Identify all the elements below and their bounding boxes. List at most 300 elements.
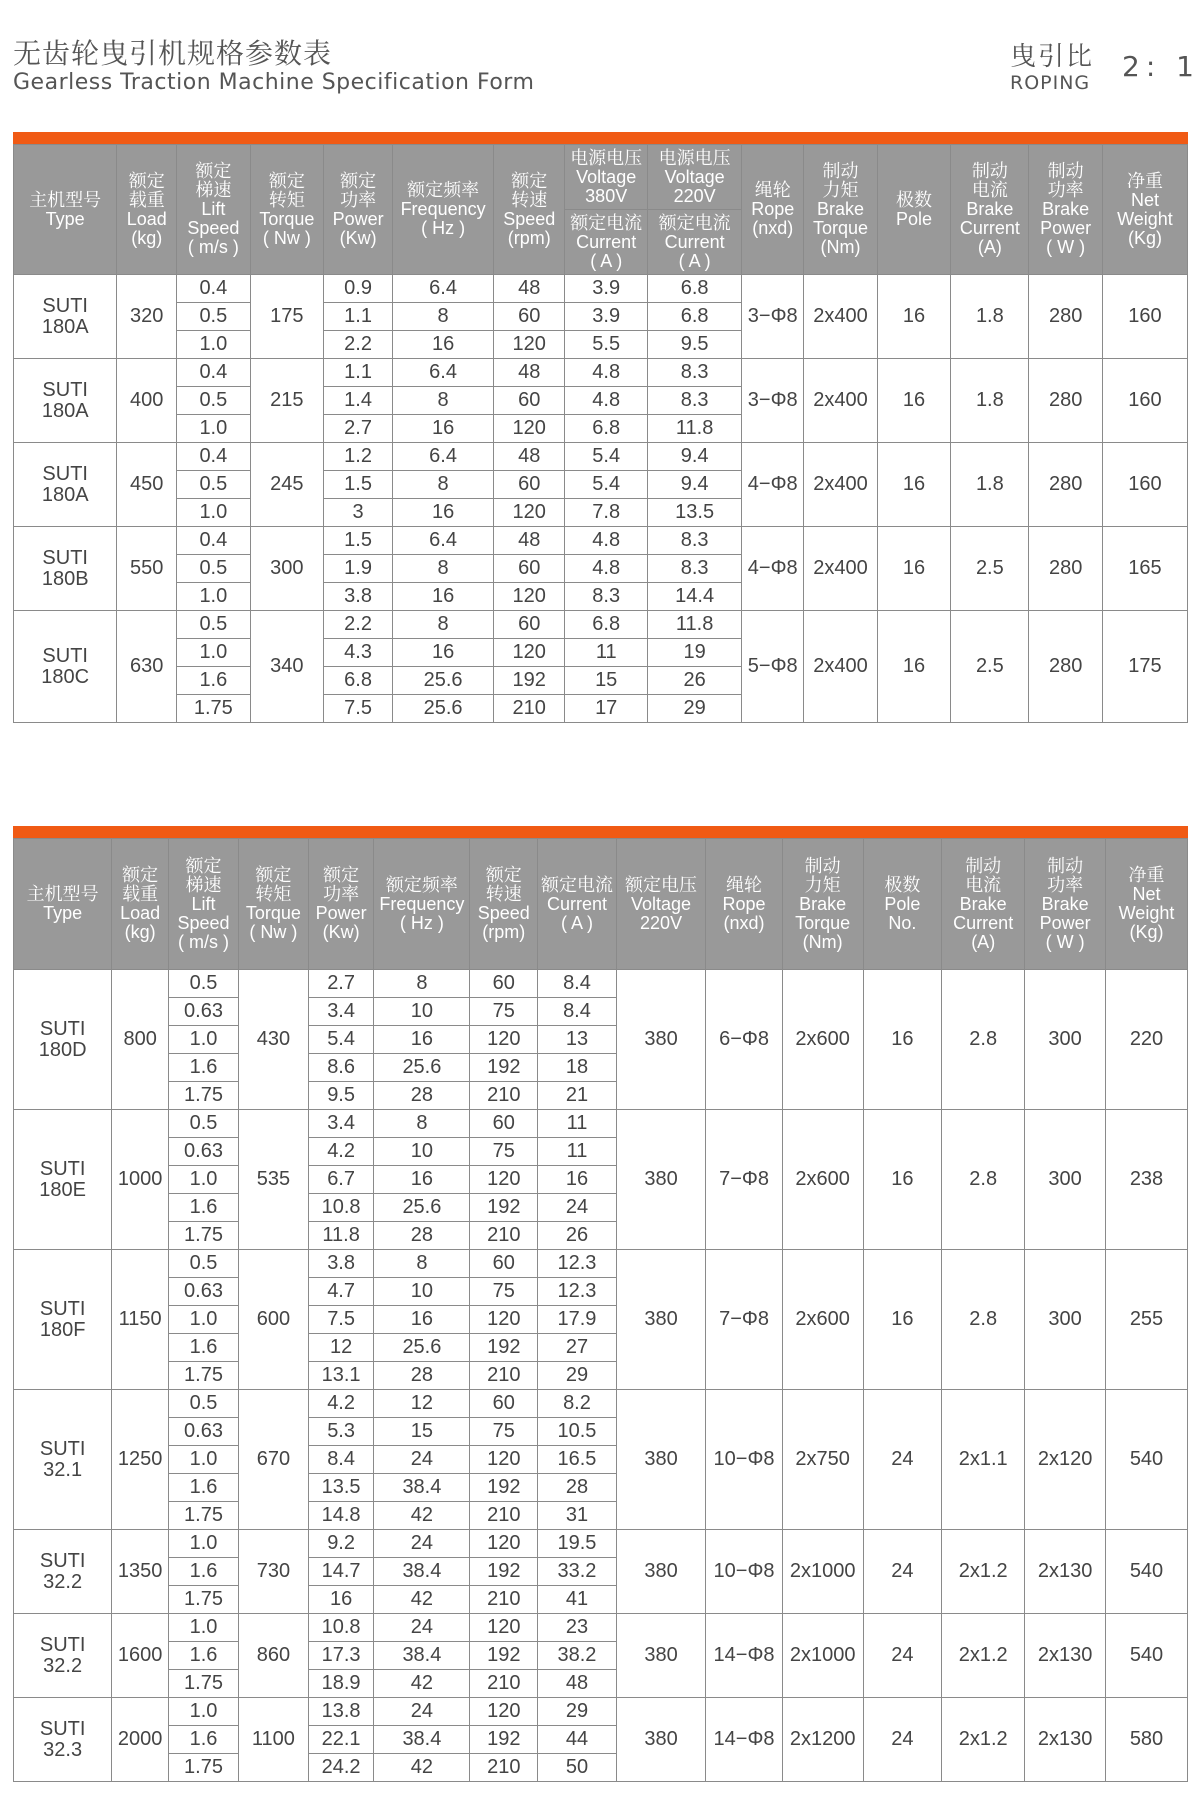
cell-speed: 1.0 (169, 1306, 239, 1334)
cell-rpm: 210 (470, 1754, 538, 1782)
cell-rpm: 192 (494, 667, 565, 695)
cell-power: 4.2 (308, 1390, 374, 1418)
cell-freq: 6.4 (393, 527, 494, 555)
cell-power: 5.4 (308, 1026, 374, 1054)
cell-power: 7.5 (324, 695, 393, 723)
cell-power: 4.7 (308, 1278, 374, 1306)
cell-rpm: 120 (470, 1530, 538, 1558)
cell-current: 16.5 (538, 1446, 617, 1474)
cell-load: 450 (117, 443, 177, 527)
cell-speed: 0.5 (177, 611, 251, 639)
cell-pole: 16 (877, 359, 951, 443)
cell-i220: 8.3 (648, 527, 742, 555)
cell-i380: 6.8 (565, 415, 648, 443)
cell-brake-torque: 2x1000 (782, 1530, 863, 1614)
cell-model: SUTI 180A (14, 275, 117, 359)
cell-speed: 0.5 (169, 1250, 239, 1278)
cell-i220: 8.3 (648, 555, 742, 583)
cell-brake-torque: 2x1200 (782, 1698, 863, 1782)
cell-rope: 5−Φ8 (742, 611, 804, 723)
cell-rope: 4−Φ8 (742, 527, 804, 611)
cell-freq: 25.6 (374, 1054, 470, 1082)
cell-speed: 1.0 (177, 499, 251, 527)
cell-weight: 160 (1102, 443, 1187, 527)
cell-speed: 1.0 (169, 1530, 239, 1558)
page-title-en: Gearless Traction Machine Specification Form (13, 70, 535, 95)
cell-load: 550 (117, 527, 177, 611)
cell-freq: 38.4 (374, 1642, 470, 1670)
cell-brake-current: 2.8 (942, 1250, 1025, 1390)
cell-brake-power: 2x130 (1025, 1698, 1106, 1782)
spec-table-2-body (14, 970, 1188, 1782)
header-brake-power: 制动 功率 Brake Power ( W ) (1029, 145, 1103, 275)
cell-freq: 42 (374, 1754, 470, 1782)
cell-freq: 8 (393, 471, 494, 499)
cell-rpm: 192 (470, 1726, 538, 1754)
cell-current: 23 (538, 1614, 617, 1642)
cell-power: 3.4 (308, 998, 374, 1026)
cell-current: 8.4 (538, 998, 617, 1026)
cell-speed: 0.5 (177, 555, 251, 583)
cell-rope: 6−Φ8 (706, 970, 782, 1110)
cell-rpm: 60 (494, 611, 565, 639)
header-current: 额定电流 Current ( A ) (538, 839, 617, 970)
cell-pole: 24 (863, 1390, 942, 1530)
cell-freq: 10 (374, 1138, 470, 1166)
cell-rpm: 120 (470, 1306, 538, 1334)
cell-brake-current: 1.8 (951, 359, 1029, 443)
cell-torque: 175 (250, 275, 324, 359)
header-rope: 绳轮 Rope (nxd) (706, 839, 782, 970)
cell-current: 8.2 (538, 1390, 617, 1418)
header-speed: 额定 梯速 Lift Speed ( m/s ) (169, 839, 239, 970)
cell-freq: 38.4 (374, 1558, 470, 1586)
cell-i380: 3.9 (565, 303, 648, 331)
cell-brake-power: 280 (1029, 359, 1103, 443)
cell-power: 2.7 (324, 415, 393, 443)
cell-current: 17.9 (538, 1306, 617, 1334)
cell-current: 12.3 (538, 1278, 617, 1306)
cell-i220: 26 (648, 667, 742, 695)
header-load: 额定 载重 Load (kg) (117, 145, 177, 275)
header-voltage-220: 电源电压 Voltage 220V (648, 145, 742, 210)
cell-torque: 300 (250, 527, 324, 611)
cell-rpm: 210 (470, 1586, 538, 1614)
cell-speed: 1.6 (169, 1054, 239, 1082)
cell-i220: 19 (648, 639, 742, 667)
cell-power: 4.2 (308, 1138, 374, 1166)
cell-weight: 160 (1102, 275, 1187, 359)
cell-speed: 1.75 (169, 1362, 239, 1390)
cell-torque: 245 (250, 443, 324, 527)
cell-freq: 16 (393, 639, 494, 667)
cell-weight: 165 (1102, 527, 1187, 611)
cell-rpm: 60 (494, 387, 565, 415)
header-rpm: 额定 转速 Speed (rpm) (494, 145, 565, 275)
cell-i380: 17 (565, 695, 648, 723)
cell-brake-power: 300 (1025, 1110, 1106, 1250)
cell-weight: 540 (1106, 1530, 1188, 1614)
cell-pole: 24 (863, 1614, 942, 1698)
cell-freq: 16 (374, 1306, 470, 1334)
cell-torque: 215 (250, 359, 324, 443)
cell-current: 24 (538, 1194, 617, 1222)
header-speed: 额定 梯速 Lift Speed ( m/s ) (177, 145, 251, 275)
cell-rope: 3−Φ8 (742, 359, 804, 443)
cell-rpm: 48 (494, 275, 565, 303)
header-frequency: 额定频率 Frequency ( Hz ) (393, 145, 494, 275)
cell-brake-current: 2x1.2 (942, 1698, 1025, 1782)
cell-speed: 0.5 (169, 1110, 239, 1138)
cell-rpm: 120 (494, 583, 565, 611)
cell-freq: 16 (393, 415, 494, 443)
cell-brake-torque: 2x400 (804, 443, 878, 527)
cell-model: SUTI 180A (14, 443, 117, 527)
cell-speed: 1.6 (177, 667, 251, 695)
cell-i220: 6.8 (648, 303, 742, 331)
cell-freq: 24 (374, 1530, 470, 1558)
cell-current: 29 (538, 1698, 617, 1726)
cell-power: 13.1 (308, 1362, 374, 1390)
cell-power: 13.5 (308, 1474, 374, 1502)
cell-rpm: 210 (470, 1670, 538, 1698)
cell-rpm: 60 (470, 1390, 538, 1418)
table-row (14, 970, 1188, 998)
cell-i220: 8.3 (648, 387, 742, 415)
cell-voltage: 380 (616, 1698, 706, 1782)
cell-speed: 0.63 (169, 998, 239, 1026)
cell-torque: 670 (238, 1390, 308, 1530)
cell-speed: 1.6 (169, 1474, 239, 1502)
table-row (14, 1698, 1188, 1726)
cell-brake-torque: 2x600 (782, 970, 863, 1110)
table-row (14, 1530, 1188, 1558)
header-rpm: 额定 转速 Speed (rpm) (470, 839, 538, 970)
cell-i220: 11.8 (648, 415, 742, 443)
cell-freq: 8 (393, 303, 494, 331)
cell-torque: 600 (238, 1250, 308, 1390)
cell-freq: 8 (393, 611, 494, 639)
roping-label-cn: 曳引比 (1010, 42, 1095, 72)
cell-current: 19.5 (538, 1530, 617, 1558)
cell-model: SUTI 32.2 (14, 1530, 112, 1614)
cell-rpm: 120 (494, 639, 565, 667)
cell-power: 2.2 (324, 331, 393, 359)
cell-i380: 5.5 (565, 331, 648, 359)
cell-speed: 1.6 (169, 1726, 239, 1754)
cell-speed: 1.0 (177, 331, 251, 359)
cell-i380: 4.8 (565, 387, 648, 415)
cell-freq: 16 (393, 499, 494, 527)
cell-power: 3 (324, 499, 393, 527)
cell-i220: 6.8 (648, 275, 742, 303)
cell-speed: 1.0 (169, 1446, 239, 1474)
header-voltage: 额定电压 Voltage 220V (616, 839, 706, 970)
cell-speed: 1.6 (169, 1194, 239, 1222)
cell-i380: 6.8 (565, 611, 648, 639)
cell-power: 3.8 (324, 583, 393, 611)
header-frequency: 额定频率 Frequency ( Hz ) (374, 839, 470, 970)
cell-brake-power: 300 (1025, 1250, 1106, 1390)
cell-torque: 430 (238, 970, 308, 1110)
cell-power: 24.2 (308, 1754, 374, 1782)
cell-i380: 4.8 (565, 527, 648, 555)
cell-model: SUTI 180A (14, 359, 117, 443)
cell-freq: 8 (374, 1250, 470, 1278)
cell-speed: 0.63 (169, 1278, 239, 1306)
cell-i380: 5.4 (565, 443, 648, 471)
cell-brake-torque: 2x400 (804, 275, 878, 359)
table-row (14, 359, 1188, 387)
header-torque: 额定 转矩 Torque ( Nw ) (250, 145, 324, 275)
cell-current: 48 (538, 1670, 617, 1698)
cell-speed: 0.4 (177, 359, 251, 387)
cell-speed: 0.4 (177, 443, 251, 471)
cell-weight: 238 (1106, 1110, 1188, 1250)
cell-power: 6.8 (324, 667, 393, 695)
cell-rope: 3−Φ8 (742, 275, 804, 359)
cell-power: 1.5 (324, 471, 393, 499)
cell-speed: 1.0 (169, 1614, 239, 1642)
cell-brake-current: 2x1.2 (942, 1530, 1025, 1614)
cell-load: 1250 (112, 1390, 169, 1530)
cell-pole: 16 (877, 611, 951, 723)
cell-torque: 1100 (238, 1698, 308, 1782)
cell-power: 13.8 (308, 1698, 374, 1726)
cell-rpm: 192 (470, 1558, 538, 1586)
cell-rpm: 192 (470, 1474, 538, 1502)
cell-freq: 8 (393, 555, 494, 583)
cell-current: 12.3 (538, 1250, 617, 1278)
cell-freq: 8 (374, 1110, 470, 1138)
cell-brake-power: 2x120 (1025, 1390, 1106, 1530)
cell-current: 38.2 (538, 1642, 617, 1670)
cell-pole: 16 (877, 527, 951, 611)
cell-pole: 16 (863, 1110, 942, 1250)
cell-brake-current: 2.8 (942, 970, 1025, 1110)
cell-power: 10.8 (308, 1194, 374, 1222)
cell-brake-current: 1.8 (951, 443, 1029, 527)
cell-brake-current: 2.5 (951, 611, 1029, 723)
cell-power: 6.7 (308, 1166, 374, 1194)
spec-table-1-body (14, 275, 1188, 723)
cell-current: 16 (538, 1166, 617, 1194)
cell-freq: 16 (393, 583, 494, 611)
cell-brake-torque: 2x400 (804, 527, 878, 611)
cell-speed: 0.5 (177, 471, 251, 499)
cell-power: 22.1 (308, 1726, 374, 1754)
table-row (14, 1250, 1188, 1278)
cell-brake-power: 2x130 (1025, 1530, 1106, 1614)
cell-rpm: 192 (470, 1642, 538, 1670)
cell-power: 12 (308, 1334, 374, 1362)
cell-brake-current: 1.8 (951, 275, 1029, 359)
cell-power: 2.7 (308, 970, 374, 998)
cell-freq: 6.4 (393, 275, 494, 303)
cell-power: 17.3 (308, 1642, 374, 1670)
cell-speed: 0.63 (169, 1138, 239, 1166)
cell-freq: 8 (374, 970, 470, 998)
cell-power: 9.5 (308, 1082, 374, 1110)
cell-freq: 10 (374, 1278, 470, 1306)
cell-rpm: 60 (470, 1250, 538, 1278)
cell-voltage: 380 (616, 1250, 706, 1390)
cell-brake-power: 280 (1029, 275, 1103, 359)
cell-current: 11 (538, 1110, 617, 1138)
cell-power: 16 (308, 1586, 374, 1614)
cell-freq: 10 (374, 998, 470, 1026)
cell-rpm: 48 (494, 527, 565, 555)
cell-torque: 730 (238, 1530, 308, 1614)
header-brake-torque: 制动 力矩 Brake Torque (Nm) (782, 839, 863, 970)
cell-power: 1.2 (324, 443, 393, 471)
cell-rpm: 75 (470, 1418, 538, 1446)
cell-i220: 14.4 (648, 583, 742, 611)
spec-table-1 (13, 144, 1188, 723)
cell-i380: 4.8 (565, 359, 648, 387)
cell-brake-torque: 2x600 (782, 1250, 863, 1390)
cell-speed: 1.0 (177, 639, 251, 667)
cell-speed: 0.63 (169, 1418, 239, 1446)
header-rope: 绳轮 Rope (nxd) (742, 145, 804, 275)
cell-speed: 1.0 (169, 1698, 239, 1726)
header-load: 额定 载重 Load (kg) (112, 839, 169, 970)
cell-i380: 15 (565, 667, 648, 695)
cell-rpm: 75 (470, 998, 538, 1026)
cell-power: 8.6 (308, 1054, 374, 1082)
cell-load: 1000 (112, 1110, 169, 1250)
cell-load: 630 (117, 611, 177, 723)
roping-ratio-value: 2: 1 (1122, 50, 1200, 83)
cell-freq: 25.6 (374, 1334, 470, 1362)
cell-power: 14.7 (308, 1558, 374, 1586)
cell-speed: 1.75 (169, 1502, 239, 1530)
cell-freq: 25.6 (374, 1194, 470, 1222)
cell-power: 1.1 (324, 303, 393, 331)
cell-i380: 4.8 (565, 555, 648, 583)
cell-rpm: 210 (494, 695, 565, 723)
header-brake-torque: 制动 力矩 Brake Torque (Nm) (804, 145, 878, 275)
cell-freq: 16 (374, 1166, 470, 1194)
cell-load: 320 (117, 275, 177, 359)
cell-torque: 340 (250, 611, 324, 723)
cell-pole: 24 (863, 1698, 942, 1782)
cell-i380: 5.4 (565, 471, 648, 499)
cell-freq: 42 (374, 1670, 470, 1698)
table2-accent-bar (13, 826, 1188, 838)
cell-brake-current: 2x1.1 (942, 1390, 1025, 1530)
cell-freq: 16 (374, 1026, 470, 1054)
cell-rpm: 120 (494, 415, 565, 443)
cell-current: 10.5 (538, 1418, 617, 1446)
cell-current: 41 (538, 1586, 617, 1614)
cell-rpm: 192 (470, 1334, 538, 1362)
cell-load: 400 (117, 359, 177, 443)
cell-speed: 1.6 (169, 1558, 239, 1586)
cell-speed: 0.5 (177, 387, 251, 415)
cell-rpm: 192 (470, 1054, 538, 1082)
header-weight: 净重 Net Weight (Kg) (1102, 145, 1187, 275)
cell-freq: 24 (374, 1698, 470, 1726)
cell-rpm: 192 (470, 1194, 538, 1222)
cell-weight: 540 (1106, 1390, 1188, 1530)
cell-freq: 8 (393, 387, 494, 415)
cell-voltage: 380 (616, 1530, 706, 1614)
cell-i220: 9.4 (648, 471, 742, 499)
cell-speed: 1.75 (169, 1222, 239, 1250)
cell-speed: 1.0 (177, 583, 251, 611)
cell-rpm: 60 (494, 303, 565, 331)
table-row (14, 527, 1188, 555)
cell-current: 8.4 (538, 970, 617, 998)
cell-freq: 6.4 (393, 443, 494, 471)
cell-weight: 255 (1106, 1250, 1188, 1390)
cell-weight: 220 (1106, 970, 1188, 1110)
cell-freq: 38.4 (374, 1474, 470, 1502)
cell-brake-power: 280 (1029, 527, 1103, 611)
cell-model: SUTI 180E (14, 1110, 112, 1250)
header-brake-current: 制动 电流 Brake Current (A) (951, 145, 1029, 275)
cell-freq: 15 (374, 1418, 470, 1446)
cell-brake-torque: 2x400 (804, 359, 878, 443)
header-pole: 极数 Pole No. (863, 839, 942, 970)
cell-rope: 7−Φ8 (706, 1110, 782, 1250)
cell-pole: 16 (863, 970, 942, 1110)
cell-brake-torque: 2x600 (782, 1110, 863, 1250)
cell-load: 1150 (112, 1250, 169, 1390)
cell-rope: 10−Φ8 (706, 1530, 782, 1614)
header-type: 主机型号 Type (14, 145, 117, 275)
cell-current: 18 (538, 1054, 617, 1082)
table1-accent-bar (13, 132, 1188, 144)
cell-rpm: 75 (470, 1138, 538, 1166)
cell-brake-current: 2.8 (942, 1110, 1025, 1250)
cell-model: SUTI 32.1 (14, 1390, 112, 1530)
cell-power: 9.2 (308, 1530, 374, 1558)
cell-current: 26 (538, 1222, 617, 1250)
cell-i380: 7.8 (565, 499, 648, 527)
cell-power: 7.5 (308, 1306, 374, 1334)
cell-brake-power: 300 (1025, 970, 1106, 1110)
cell-power: 8.4 (308, 1446, 374, 1474)
cell-brake-current: 2.5 (951, 527, 1029, 611)
spec-table-2 (13, 838, 1188, 1782)
cell-rpm: 210 (470, 1502, 538, 1530)
cell-brake-power: 2x130 (1025, 1614, 1106, 1698)
cell-power: 4.3 (324, 639, 393, 667)
cell-current: 27 (538, 1334, 617, 1362)
table-row (14, 275, 1188, 303)
cell-rpm: 60 (494, 471, 565, 499)
cell-model: SUTI 180D (14, 970, 112, 1110)
table-row (14, 611, 1188, 639)
cell-speed: 0.5 (169, 970, 239, 998)
cell-torque: 535 (238, 1110, 308, 1250)
cell-pole: 16 (877, 275, 951, 359)
roping-label-en: ROPING (1010, 72, 1091, 94)
cell-model: SUTI 32.3 (14, 1698, 112, 1782)
header-power: 额定 功率 Power (Kw) (324, 145, 393, 275)
cell-model: SUTI 32.2 (14, 1614, 112, 1698)
cell-load: 2000 (112, 1698, 169, 1782)
cell-speed: 0.5 (177, 303, 251, 331)
cell-i380: 3.9 (565, 275, 648, 303)
table-row (14, 443, 1188, 471)
cell-speed: 1.0 (169, 1166, 239, 1194)
cell-speed: 1.75 (169, 1670, 239, 1698)
cell-rpm: 120 (494, 331, 565, 359)
cell-rope: 14−Φ8 (706, 1698, 782, 1782)
